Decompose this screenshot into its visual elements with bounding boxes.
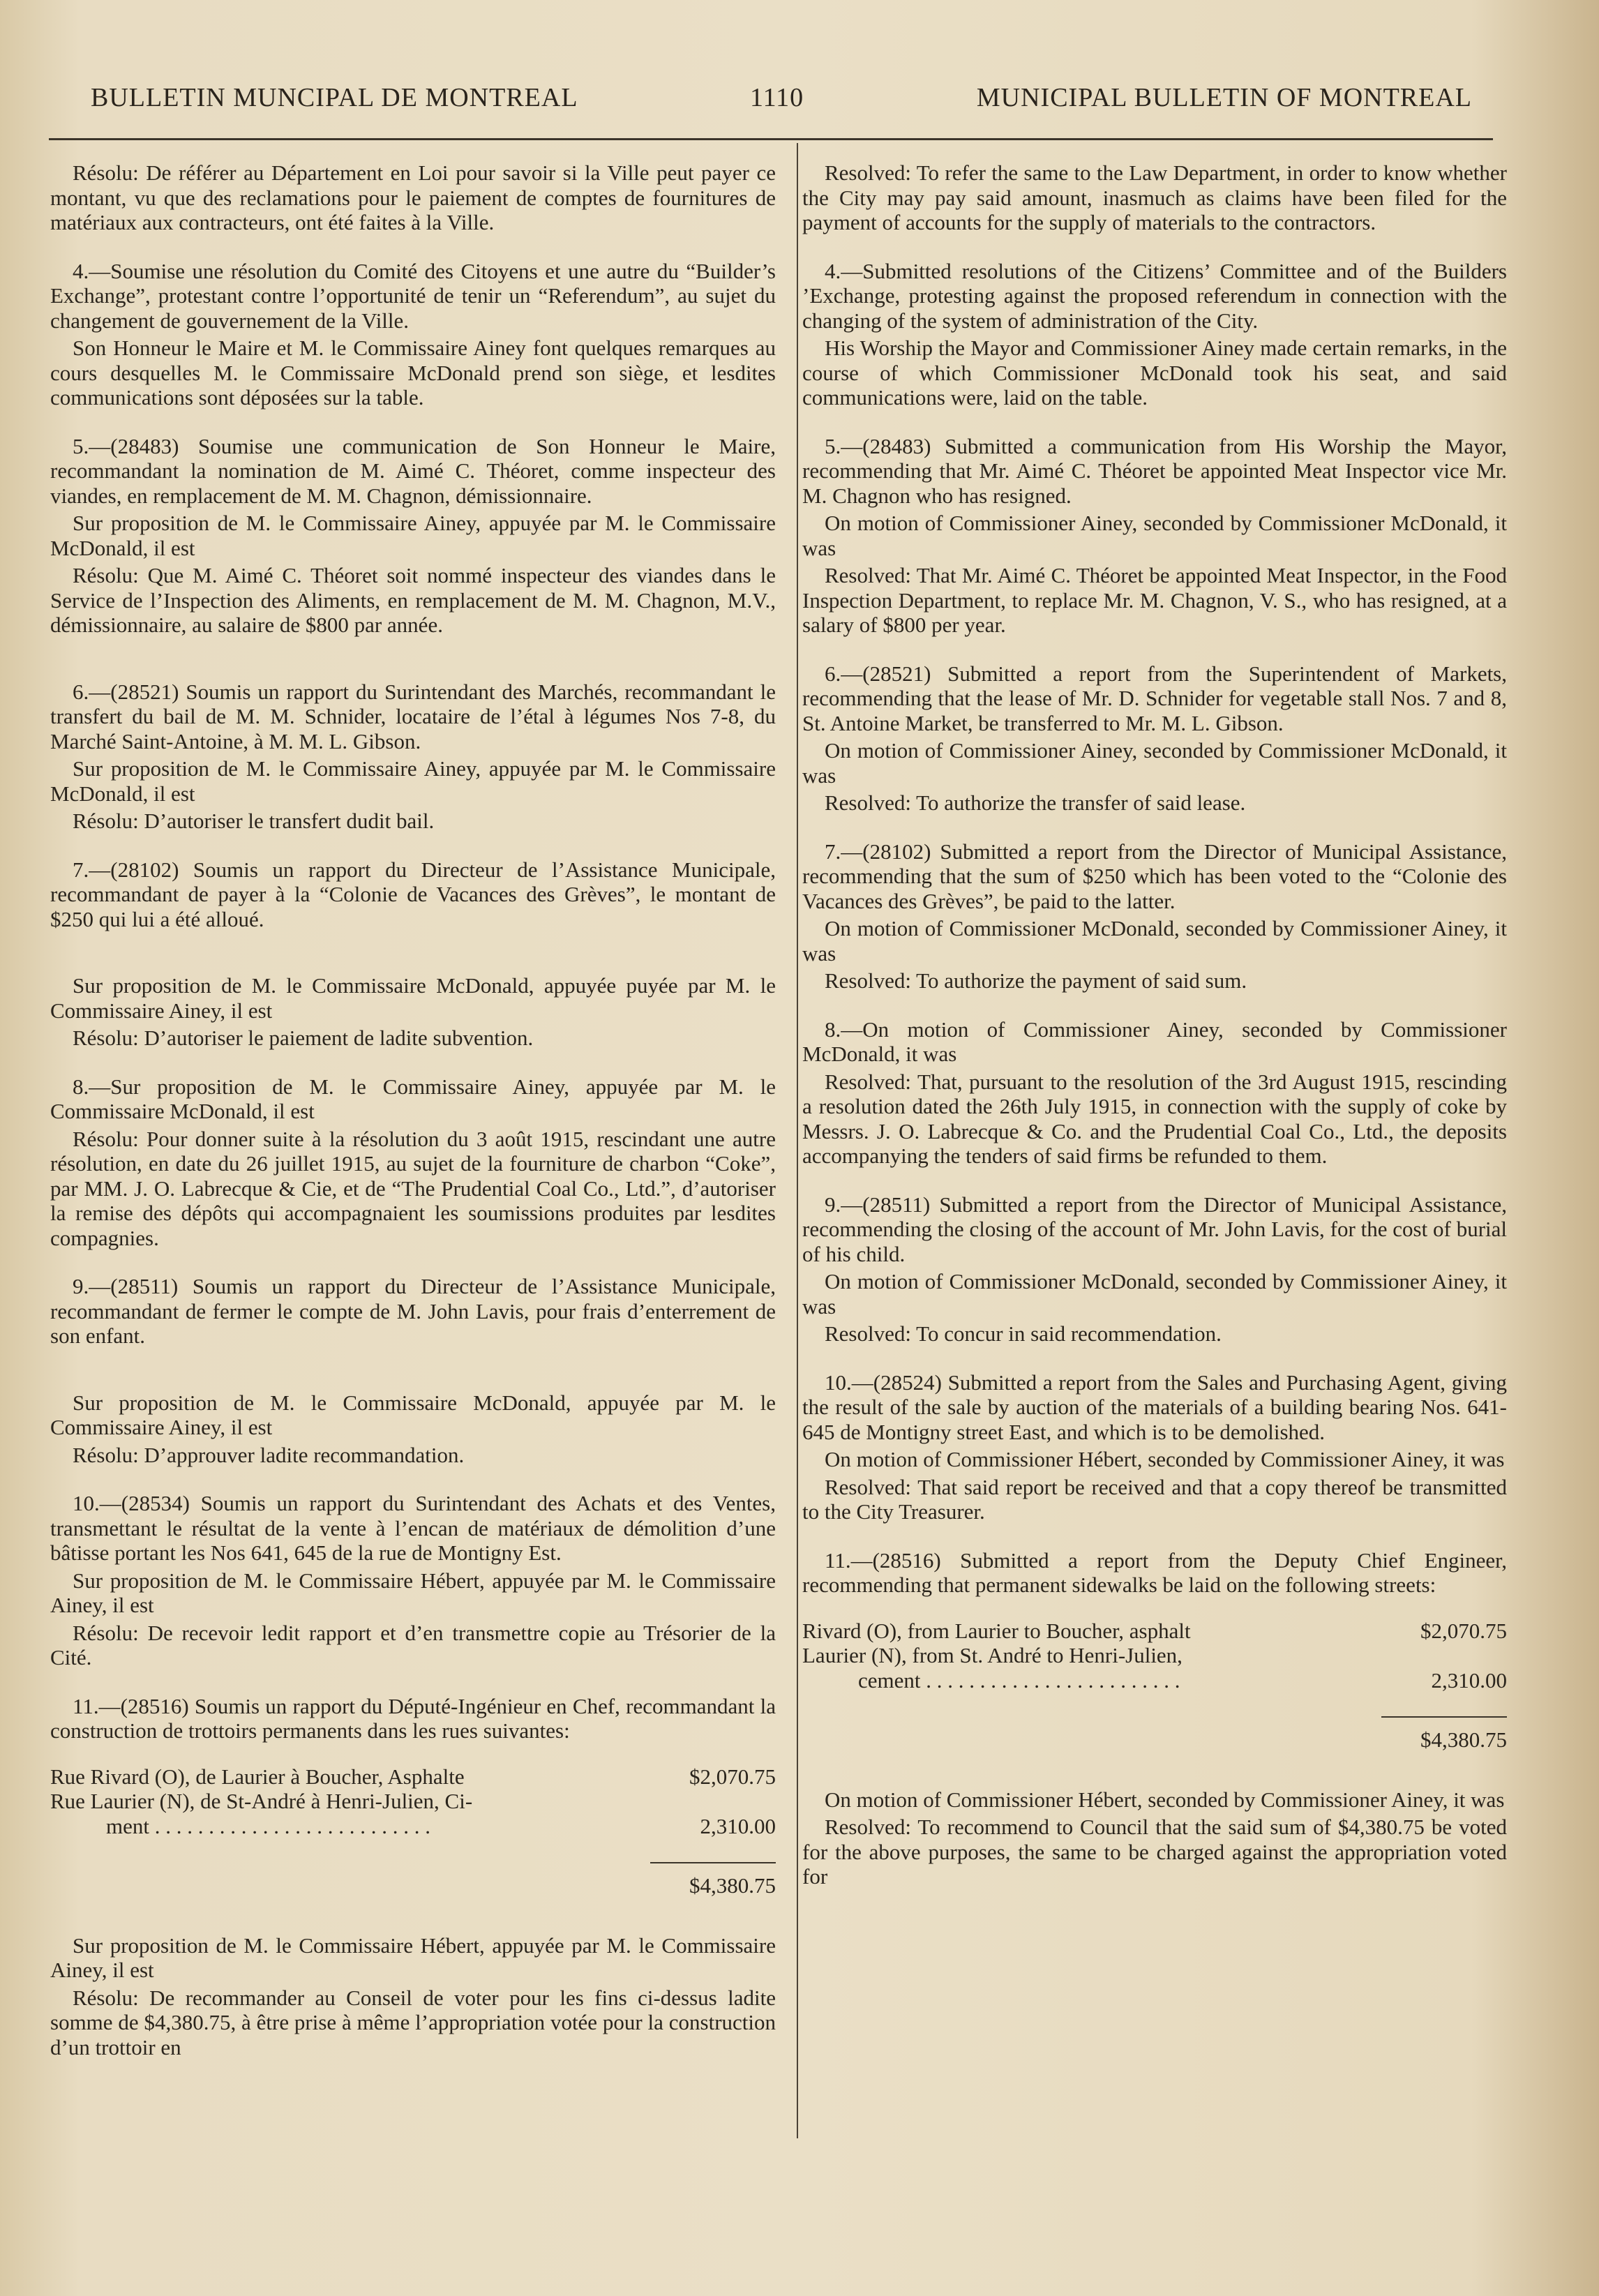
fr-paragraph: Son Honneur le Maire et M. le Commissaire Ainey font quelques remarques au cours desquelles M. le Commissaire McDonald prend son siège, et lesdites communications sont déposées sur la table. [50,336,776,410]
en-amount-row [802,1643,1507,1668]
fr-paragraph: Résolu: D’autoriser le transfert dudit bail. [73,809,435,833]
en-row-label: cement . . . . . . . . . . . . . . . . . . . . . . . . [858,1667,1180,1693]
en-paragraph: On motion of Commissioner McDonald, seconded by Commissioner Ainey, it was [802,1269,1507,1319]
fr-amount-row [50,1814,776,1839]
column-divider [797,143,798,2138]
header-french-title: BULLETIN MUNCIPAL DE MONTREAL [91,83,578,112]
en-paragraph: Resolved: That, pursuant to the resolution of the 3rd August 1915, rescinding a resolution dated the 26th July 1915, in connection with the supply of coke by Messrs. J. O. Labrecque & Co. and the Prudential Coal Co., Ltd., the deposits accompanying the tenders of said firms be refunded to them. [802,1069,1507,1168]
en-row-label: Laurier (N), from St. André to Henri-Julien, [802,1643,1183,1667]
en-paragraph: On motion of Commissioner Hébert, seconded by Commissioner Ainey, it was [825,1787,1505,1812]
fr-paragraph: Sur proposition de M. le Commissaire Ainey, appuyée par M. le Commissaire McDonald, il est [50,511,776,560]
fr-paragraph: Résolu: De recevoir ledit rapport et d’en transmettre copie au Trésorier de la Cité. [50,1620,776,1670]
french-column [50,160,776,2083]
en-amount-row [802,1668,1507,1693]
en-paragraph: 10.—(28524) Submitted a report from the Sales and Purchasing Agent, giving the result of the sale by auction of the materials of a building bearing Nos. 641-645 de Montigny street East, and which is to be demolished. [802,1370,1507,1444]
fr-paragraph: 11.—(28516) Soumis un rapport du Député-Ingénieur en Chef, recommandant la construction de trottoirs permanents dans les rues suivantes: [50,1693,776,1743]
fr-row-value: $2,070.75 [689,1764,776,1789]
en-paragraph: On motion of Commissioner Ainey, seconded by Commissioner McDonald, it was [802,511,1507,560]
en-total: $4,380.75 [1381,1716,1507,1753]
en-paragraph: 5.—(28483) Submitted a communication from His Worship the Mayor, recommending that Mr. Aimé C. Théoret be appointed Meat Inspector vice Mr. M. Chagnon who has resigned. [802,433,1507,508]
fr-paragraph: 9.—(28511) Soumis un rapport du Directeur de l’Assistance Municipale, recommandant de fermer le compte de M. John Lavis, pour frais d’enterrement de son enfant. [50,1274,776,1348]
fr-paragraph: Résolu: D’approuver ladite recommandation. [73,1442,465,1467]
en-paragraph: Resolved: To concur in said recommendation. [825,1321,1222,1346]
en-row-label: Rivard (O), from Laurier to Boucher, asphalt [802,1618,1191,1643]
fr-paragraph: 4.—Soumise une résolution du Comité des Citoyens et une autre du “Builder’s Exchange”, protestant contre l’opportunité de tenir un “Referendum”, au sujet du changement de gouvernement de la Ville. [50,258,776,333]
en-amount-row [802,1619,1507,1644]
en-paragraph: Resolved: To authorize the transfer of said lease. [825,790,1246,815]
en-paragraph: On motion of Commissioner Hébert, seconded by Commissioner Ainey, it was [825,1447,1505,1471]
en-paragraph: On motion of Commissioner McDonald, seconded by Commissioner Ainey, it was [802,916,1507,966]
fr-total: $4,380.75 [650,1862,776,1898]
fr-paragraph: Sur proposition de M. le Commissaire Hébert, appuyée par M. le Commissaire Ainey, il est [50,1933,776,1982]
en-sidewalk-table [802,1619,1507,1753]
fr-paragraph: 7.—(28102) Soumis un rapport du Directeur de l’Assistance Municipale, recommandant de payer à la “Colonie de Vacances des Grèves”, le montant de $250 qui lui a été alloué. [50,857,776,931]
fr-paragraph: Résolu: D’autoriser le paiement de ladite subvention. [73,1026,534,1050]
fr-paragraph: 6.—(28521) Soumis un rapport du Surintendant des Marchés, recommandant le transfert du bail de M. M. Schnider, locataire de l’étal à légumes Nos 7-8, du Marché Saint-Antoine, à M. M. L. Gibson. [50,679,776,753]
fr-paragraph: Résolu: De recommander au Conseil de voter pour les fins ci-dessus ladite somme de $4,380.75, à être prise à même l’appropriation votée pour la construction d’un trottoir en [50,1985,776,2059]
fr-paragraph: Sur proposition de M. le Commissaire Ainey, appuyée par M. le Commissaire McDonald, il est [50,756,776,806]
header-rule [49,138,1493,140]
english-column [802,160,1507,1913]
fr-paragraph: 5.—(28483) Soumise une communication de Son Honneur le Maire, recommandant la nomination de M. Aimé C. Théoret, comme inspecteur des viandes, en remplacement de M. M. Chagnon, démissionnaire. [50,433,776,508]
fr-paragraph: Sur proposition de M. le Commissaire McDonald, appuyée puyée par M. le Commissaire Ainey, il est [50,973,776,1023]
fr-paragraph: Résolu: De référer au Département en Loi pour savoir si la Ville peut payer ce montant, vu que des reclamations pour le paiement de comptes de fournitures de matériaux aux contracteurs, ont été faites à la Ville. [50,160,776,234]
en-paragraph: On motion of Commissioner Ainey, seconded by Commissioner McDonald, it was [802,738,1507,788]
en-row-value: 2,310.00 [1431,1667,1507,1693]
en-paragraph: 4.—Submitted resolutions of the Citizens’ Committee and of the Builders ’Exchange, protesting against the proposed referendum in connection with the changing of the system of administration of the City. [802,258,1507,333]
fr-row-label: Rue Laurier (N), de St-André à Henri-Julien, Ci- [50,1789,473,1813]
en-paragraph: 7.—(28102) Submitted a report from the Director of Municipal Assistance, recommending that the sum of $250 which has been voted to the “Colonie des Vacances des Grèves”, be paid to the latter. [802,839,1507,913]
en-paragraph: 8.—On motion of Commissioner Ainey, seconded by Commissioner McDonald, it was [802,1016,1507,1066]
en-paragraph: His Worship the Mayor and Commissioner Ainey made certain remarks, in the course of which Commissioner McDonald took his seat, and said communications were, laid on the table. [802,336,1507,410]
fr-row-value: 2,310.00 [700,1813,776,1838]
en-paragraph: 11.—(28516) Submitted a report from the Deputy Chief Engineer, recommending that permanent sidewalks be laid on the following streets: [802,1547,1507,1597]
en-paragraph: Resolved: To authorize the payment of said sum. [825,968,1247,993]
page-header [91,82,1472,124]
fr-paragraph: Sur proposition de M. le Commissaire Hébert, appuyée par M. le Commissaire Ainey, il est [50,1568,776,1617]
fr-paragraph: Résolu: Que M. Aimé C. Théoret soit nommé inspecteur des viandes dans le Service de l’Inspection des Aliments, en remplacement de M. M. Chagnon, M.V., démissionnaire, au salaire de $800 par année. [50,563,776,637]
header-english-title: MUNICIPAL BULLETIN OF MONTREAL [976,83,1472,112]
en-paragraph: Resolved: To recommend to Council that the said sum of $4,380.75 be voted for the above purposes, the same to be charged against the appropriation voted for [802,1815,1507,1889]
fr-paragraph: 10.—(28534) Soumis un rapport du Surintendant des Achats et des Ventes, transmettant le résultat de la vente à l’encan de matériaux de démolition d’une bâtisse portant les Nos 641, 645 de la rue de Montigny Est. [50,1491,776,1565]
fr-sidewalk-table [50,1764,776,1898]
fr-amount-row [50,1789,776,1814]
en-paragraph: Resolved: That Mr. Aimé C. Théoret be appointed Meat Inspector, in the Food Inspection Department, to replace Mr. M. Chagnon, V. S., who has resigned, at a salary of $800 per year. [802,563,1507,637]
page-number: 1110 [750,83,804,112]
en-paragraph: Resolved: To refer the same to the Law Department, in order to know whether the City may pay said amount, inasmuch as claims have been filed for the payment of accounts for the supply of materials to the contractors. [802,160,1507,234]
fr-row-label: Rue Rivard (O), de Laurier à Boucher, Asphalte [50,1764,465,1789]
en-paragraph: Resolved: That said report be received and that a copy thereof be transmitted to the City Treasurer. [802,1474,1507,1524]
en-paragraph: 6.—(28521) Submitted a report from the Superintendent of Markets, recommending that the lease of Mr. D. Schnider for vegetable stall Nos. 7 and 8, St. Antoine Market, be transferred to Mr. M. L. Gibson. [802,661,1507,735]
fr-paragraph: Résolu: Pour donner suite à la résolution du 3 août 1915, rescindant une autre résolution, en date du 26 juillet 1915, au sujet de la fourniture de charbon “Coke”, par MM. J. O. Labrecque & Cie, et de “The Prudential Coal Co., Ltd.”, d’autoriser la remise des dépôts qui accompagnaient les soumissions produites par lesdites compagnies. [50,1126,776,1250]
fr-paragraph: 8.—Sur proposition de M. le Commissaire Ainey, appuyée par M. le Commissaire McDonald, il est [50,1074,776,1123]
fr-amount-row [50,1764,776,1789]
en-paragraph: 9.—(28511) Submitted a report from the Director of Municipal Assistance, recommending the closing of the account of Mr. John Lavis, for the cost of burial of his child. [802,1192,1507,1266]
fr-row-label: ment . . . . . . . . . . . . . . . . . . . . . . . . . . [106,1813,430,1838]
fr-paragraph: Sur proposition de M. le Commissaire McDonald, appuyée par M. le Commissaire Ainey, il est [50,1390,776,1439]
en-row-value: $2,070.75 [1420,1618,1507,1643]
